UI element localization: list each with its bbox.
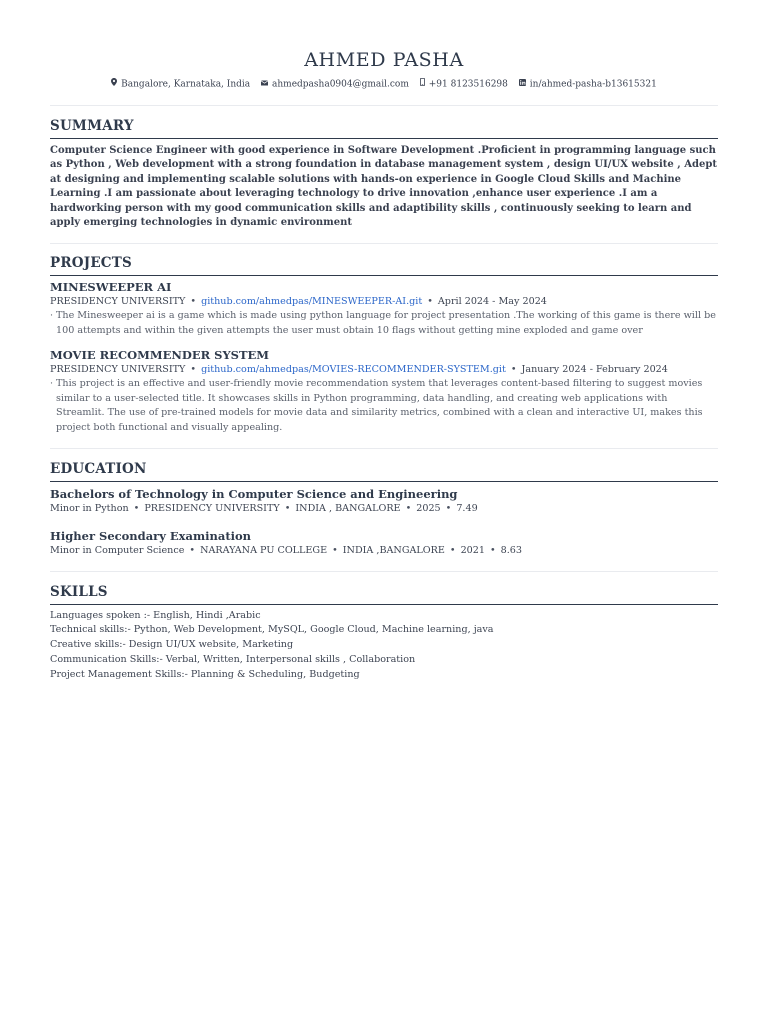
separator-dot: • bbox=[190, 364, 197, 376]
summary-section bbox=[50, 118, 718, 232]
separator-dot: • bbox=[489, 544, 496, 556]
education-school: PRESIDENCY UNIVERSITY bbox=[144, 502, 280, 514]
section-divider bbox=[50, 448, 718, 449]
mobile-phone-icon bbox=[420, 77, 425, 91]
education-entry bbox=[50, 487, 718, 516]
summary-text: Computer Science Engineer with good experience in Software Development .Proficient in programming language such as Python , Web development with a strong foundation in database management system , design UI/UX website , Adept at designing and implementing scalable solutions with hands-on experience in Google Cloud Skills and Machine Learning .I am passionate about leveraging technology to drive innovation ,enhance user experience .I am a hardworking person with my good communication skills and adaptibility skills , continuously seeking to learn and apply emerging technologies in dynamic environment bbox=[50, 144, 717, 229]
education-location: INDIA ,BANGALORE bbox=[342, 544, 445, 556]
skills-line-project-management: Project Management Skills:- Planning & Scheduling, Budgeting bbox=[50, 668, 360, 680]
header-divider bbox=[50, 105, 718, 106]
separator-dot: • bbox=[427, 296, 433, 308]
bullet-dot: · bbox=[50, 310, 54, 322]
project-repo-link[interactable]: github.com/ahmedpas/MINESWEEPER-AI.git bbox=[201, 296, 423, 308]
project-entry bbox=[50, 348, 718, 435]
envelope-icon bbox=[261, 77, 268, 91]
project-description-text: The Minesweeper ai is a game which is made using python language for project presentation .The working of this game is there will be 100 attempts and within the given attempts the user must obtain 10 flags without getting mine exploded and game over bbox=[56, 310, 716, 336]
resume-page bbox=[50, 0, 718, 683]
separator-dot: • bbox=[405, 502, 412, 514]
project-repo-link[interactable]: github.com/ahmedpas/MOVIES-RECOMMENDER-SYSTEM.git bbox=[201, 364, 506, 376]
project-meta bbox=[50, 363, 718, 377]
separator-dot: • bbox=[332, 544, 338, 556]
education-section bbox=[50, 461, 718, 558]
projects-heading: PROJECTS bbox=[50, 255, 718, 276]
skills-heading: SKILLS bbox=[50, 584, 718, 605]
contact-location bbox=[111, 77, 250, 92]
skills-section bbox=[50, 584, 718, 683]
linkedin-text[interactable]: in/ahmed-pasha-b13615321 bbox=[529, 79, 657, 90]
education-minor: Minor in Python bbox=[50, 502, 129, 514]
candidate-name: AHMED PASHA bbox=[304, 49, 464, 71]
separator-dot: • bbox=[510, 364, 517, 376]
project-description bbox=[50, 377, 718, 435]
education-year: 2021 bbox=[460, 544, 485, 556]
skills-line-technical: Technical skills:- Python, Web Development, MySQL, Google Cloud, Machine learning, java bbox=[50, 624, 494, 636]
education-minor: Minor in Computer Science bbox=[50, 544, 185, 556]
separator-dot: • bbox=[190, 296, 197, 308]
education-year: 2025 bbox=[416, 502, 441, 514]
skills-line-languages: Languages spoken :- English, Hindi ,Arabic bbox=[50, 609, 261, 621]
contact-email[interactable] bbox=[261, 77, 409, 92]
project-entry bbox=[50, 280, 718, 338]
bullet-dot: · bbox=[50, 378, 54, 390]
education-meta bbox=[50, 544, 718, 558]
project-meta bbox=[50, 295, 718, 309]
contact-phone[interactable] bbox=[420, 77, 508, 92]
separator-dot: • bbox=[189, 544, 196, 556]
degree-title: Bachelors of Technology in Computer Science and Engineering bbox=[50, 486, 458, 501]
project-title: MOVIE RECOMMENDER SYSTEM bbox=[50, 348, 270, 363]
skills-list bbox=[50, 609, 718, 683]
project-title: MINESWEEPER AI bbox=[50, 280, 172, 295]
education-heading: EDUCATION bbox=[50, 461, 718, 482]
project-dates: January 2024 - February 2024 bbox=[521, 364, 668, 376]
location-text: Bangalore, Karnataka, India bbox=[121, 79, 251, 90]
separator-dot: • bbox=[133, 502, 140, 514]
phone-text[interactable]: +91 8123516298 bbox=[428, 79, 508, 90]
map-pin-icon bbox=[111, 77, 117, 91]
project-org: PRESIDENCY UNIVERSITY bbox=[50, 296, 186, 308]
separator-dot: • bbox=[284, 502, 291, 514]
education-entry bbox=[50, 529, 718, 558]
skills-line-communication: Communication Skills:- Verbal, Written, Interpersonal skills , Collaboration bbox=[50, 654, 416, 666]
education-meta bbox=[50, 502, 718, 516]
project-description-text: This project is an effective and user-friendly movie recommendation system that leverages content-based filtering to suggest movies similar to a user-selected title. It showcases skills in Python programming, data handling, and creating web applications with Streamlit. The use of pre-trained models for movie data and similarity metrics, combined with a clean and interactive UI, makes this project both functional and visually appealing. bbox=[56, 378, 703, 434]
degree-title: Higher Secondary Examination bbox=[50, 528, 252, 543]
skills-line-creative: Creative skills:- Design UI/UX website, Marketing bbox=[50, 639, 294, 651]
separator-dot: • bbox=[445, 502, 452, 514]
contact-bar bbox=[50, 77, 718, 92]
project-org: PRESIDENCY UNIVERSITY bbox=[50, 364, 186, 376]
section-divider bbox=[50, 243, 718, 244]
section-divider bbox=[50, 571, 718, 572]
separator-dot: • bbox=[449, 544, 456, 556]
project-description bbox=[50, 309, 718, 338]
project-dates: April 2024 - May 2024 bbox=[437, 296, 547, 308]
linkedin-icon bbox=[519, 77, 526, 91]
education-score: 7.49 bbox=[456, 502, 478, 514]
education-school: NARAYANA PU COLLEGE bbox=[200, 544, 328, 556]
education-score: 8.63 bbox=[500, 544, 523, 556]
projects-section bbox=[50, 255, 718, 436]
email-text[interactable]: ahmedpasha0904@gmail.com bbox=[272, 79, 409, 90]
education-location: INDIA , BANGALORE bbox=[295, 502, 401, 514]
contact-linkedin[interactable] bbox=[519, 77, 657, 92]
summary-heading: SUMMARY bbox=[50, 118, 718, 139]
